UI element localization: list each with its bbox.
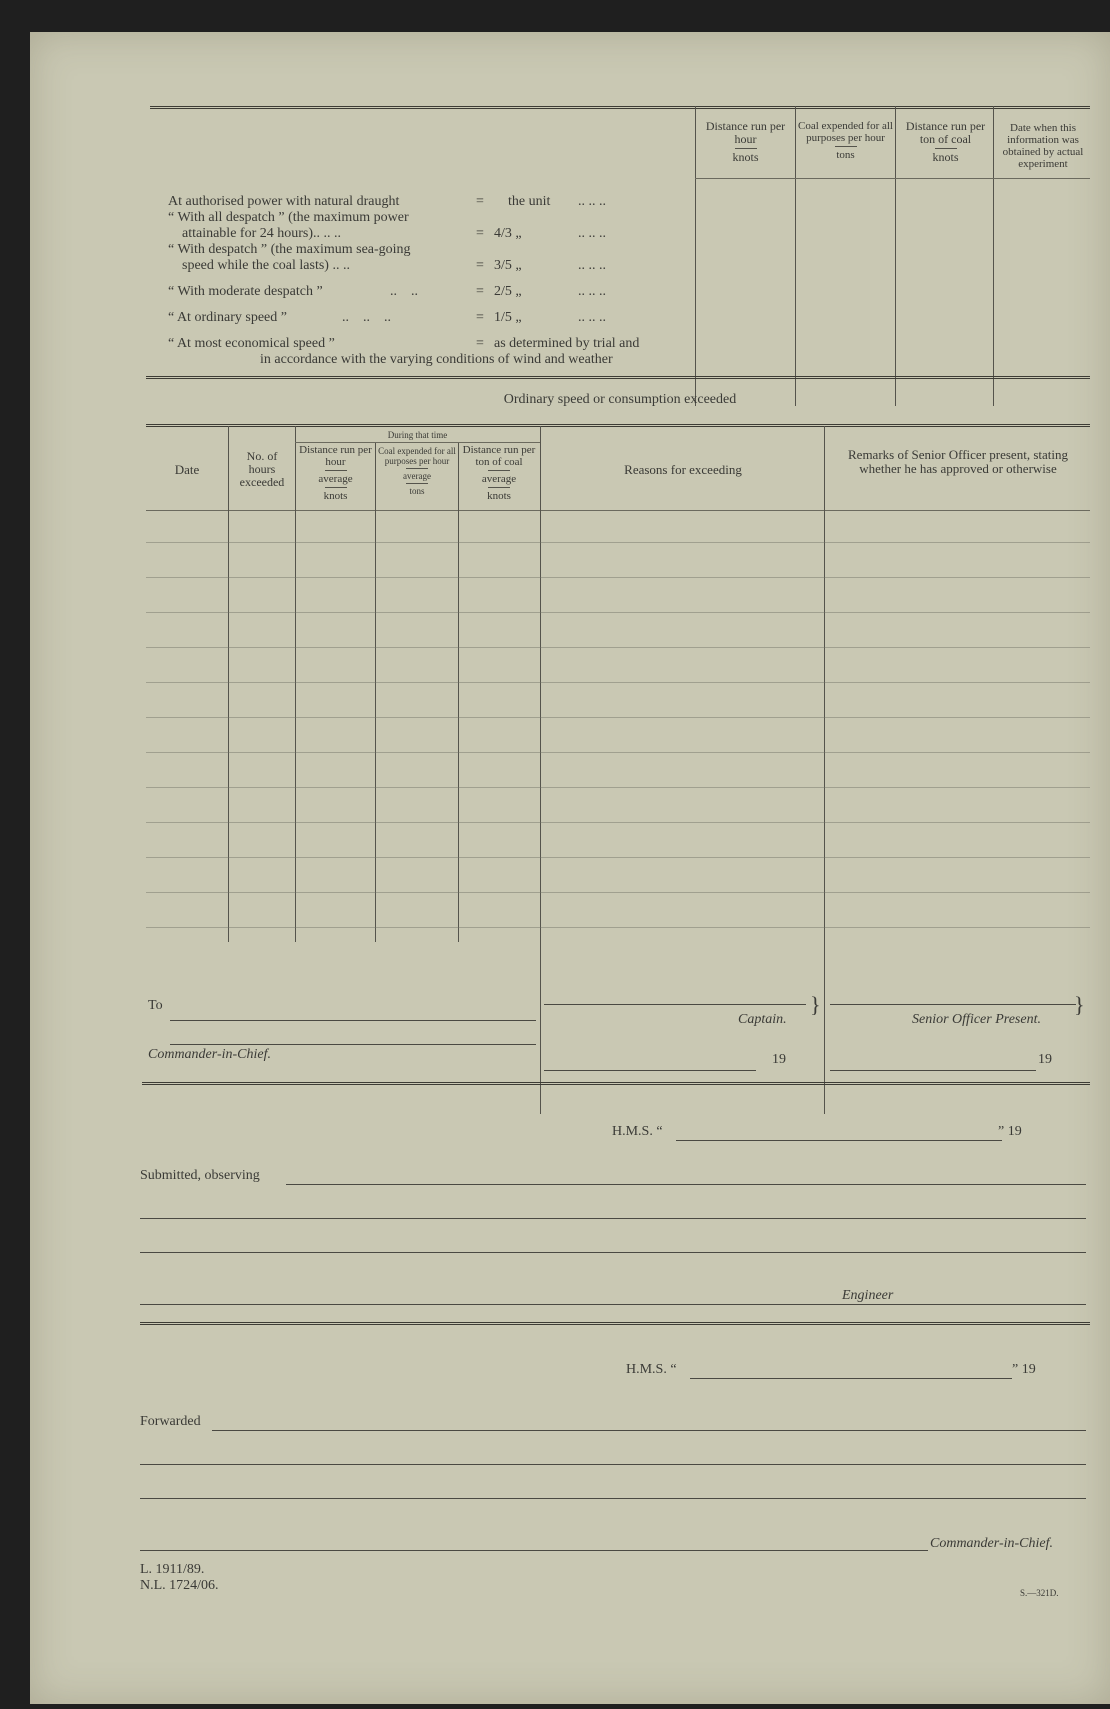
row-moderate-dots: .. .. .. xyxy=(578,284,606,299)
col-dist-hour xyxy=(298,444,373,502)
row-ordinary-dots: .. .. .. xyxy=(578,310,606,325)
commander-label: Commander-in-Chief. xyxy=(148,1047,271,1062)
row-all-despatch-label-2: attainable for 24 hours).. .. .. xyxy=(182,226,342,241)
col-date: Date xyxy=(174,462,200,477)
engineer-line xyxy=(140,1304,1086,1305)
row-moderate-dots-left: .. .. xyxy=(390,284,418,299)
row-economical-label-2: in accordance with the varying conditions of wind and weather xyxy=(260,352,613,367)
row-ordinary-value: 1/5 „ xyxy=(494,310,522,325)
captain-date-line xyxy=(544,1070,756,1071)
bt-col-divider xyxy=(540,426,541,1114)
row-moderate-value: 2/5 „ xyxy=(494,284,522,299)
top-rule xyxy=(150,106,1090,109)
to-label: To xyxy=(148,998,163,1013)
bottom-header-rule xyxy=(146,510,1090,511)
bt-col-divider xyxy=(295,426,296,942)
row-economical-eq: = xyxy=(476,336,484,351)
hms2-suffix: ” 19 xyxy=(1012,1362,1036,1377)
top-col-divider xyxy=(695,106,696,406)
ruled-line xyxy=(146,682,1090,683)
submitted-line-2 xyxy=(140,1218,1086,1219)
header-distance-per-ton xyxy=(898,120,993,164)
header-label: Distance run per ton of coal xyxy=(905,119,986,146)
header-unit: tons xyxy=(836,149,855,161)
top-col-divider xyxy=(895,106,896,406)
reference-1: L. 1911/89. xyxy=(140,1562,205,1577)
forwarded-line-2 xyxy=(140,1464,1086,1465)
ruled-line xyxy=(146,892,1090,893)
row-authorised-dots: .. .. .. xyxy=(578,194,606,209)
hms2-ship-line xyxy=(690,1378,1012,1379)
row-all-despatch-eq: = xyxy=(476,226,484,241)
captain-label: Captain. xyxy=(738,1012,787,1027)
captain-year: 19 xyxy=(772,1052,786,1067)
to-line xyxy=(170,1020,536,1021)
bt-col-divider xyxy=(375,442,376,942)
row-all-despatch-value: 4/3 „ xyxy=(494,226,522,241)
ruled-line xyxy=(146,857,1090,858)
col-remarks: Remarks of Senior Officer present, stating whether he has approved or otherwise xyxy=(848,447,1068,476)
hms1-ship-line xyxy=(676,1140,1002,1141)
senior-year: 19 xyxy=(1038,1052,1052,1067)
row-ordinary-dots-left: .. .. .. xyxy=(342,310,391,325)
col-hours: No. of hours exceeded xyxy=(239,449,285,489)
header-label: Distance run per hour xyxy=(705,119,786,146)
ruled-line xyxy=(146,717,1090,718)
senior-brace: } xyxy=(1074,992,1085,1017)
senior-date-line xyxy=(830,1070,1036,1071)
forwarded-line xyxy=(212,1430,1086,1431)
senior-line xyxy=(830,1004,1076,1005)
cinc-label: Commander-in-Chief. xyxy=(930,1536,1053,1551)
row-economical-label: “ At most economical speed ” xyxy=(168,336,335,351)
col-average: average xyxy=(481,473,517,485)
submitted-line xyxy=(286,1184,1086,1185)
row-despatch-eq: = xyxy=(476,258,484,273)
captain-brace: } xyxy=(810,992,821,1017)
hms1-prefix: H.M.S. “ xyxy=(612,1124,663,1139)
col-reasons: Reasons for exceeding xyxy=(624,462,742,477)
row-ordinary-label: “ At ordinary speed ” xyxy=(168,310,287,325)
ruled-line xyxy=(146,752,1090,753)
row-despatch-label: “ With despatch ” (the maximum sea-going xyxy=(168,242,411,257)
col-coal-hour xyxy=(378,446,456,496)
row-despatch-dots: .. .. .. xyxy=(578,258,606,273)
row-ordinary-eq: = xyxy=(476,310,484,325)
forwarded-line-3 xyxy=(140,1498,1086,1499)
row-despatch-label-2: speed while the coal lasts) .. .. xyxy=(182,258,350,273)
ruled-line xyxy=(146,542,1090,543)
row-authorised-eq: = xyxy=(476,194,484,209)
header-coal-per-hour xyxy=(798,120,893,161)
header-unit: knots xyxy=(732,150,759,164)
submitted-line-3 xyxy=(140,1252,1086,1253)
row-authorised-value: the unit xyxy=(508,194,551,209)
row-moderate-eq: = xyxy=(476,284,484,299)
ruled-line xyxy=(146,927,1090,928)
col-unit-knots: knots xyxy=(323,490,348,502)
ruled-line xyxy=(146,577,1090,578)
ruled-line xyxy=(146,612,1090,613)
reference-2: N.L. 1724/06. xyxy=(140,1578,219,1593)
col-unit-tons: tons xyxy=(409,486,425,496)
senior-label: Senior Officer Present. xyxy=(912,1012,1041,1027)
signature-bottom-rule xyxy=(142,1082,1090,1085)
col-coal-hour-label: Coal expended for all purposes per hour xyxy=(378,446,456,466)
top-table-bottom-rule xyxy=(146,376,1090,379)
row-authorised-label: At authorised power with natural draught xyxy=(168,194,400,209)
bt-col-divider xyxy=(824,426,825,1114)
row-moderate-label: “ With moderate despatch ” xyxy=(168,284,323,299)
header-unit: knots xyxy=(932,150,959,164)
header-label: Date when this information was obtained by actual experiment xyxy=(1002,122,1084,170)
top-header-rule xyxy=(695,178,1090,179)
form-number: S.—321D. xyxy=(1020,1588,1059,1598)
col-dist-ton xyxy=(460,444,538,502)
row-despatch-value: 3/5 „ xyxy=(494,258,522,273)
col-average: average xyxy=(318,473,353,485)
captain-line xyxy=(544,1004,806,1005)
ruled-line xyxy=(146,822,1090,823)
top-col-divider xyxy=(795,106,796,406)
header-label: Coal expended for all purposes per hour xyxy=(798,120,893,144)
section-title: Ordinary speed or consumption exceeded xyxy=(503,392,737,407)
form-sheet xyxy=(30,32,1110,1704)
top-col-divider xyxy=(993,106,994,406)
header-distance-per-hour xyxy=(698,120,793,164)
row-economical-value: as determined by trial and xyxy=(494,336,640,351)
bottom-table-top-rule xyxy=(146,424,1090,427)
row-all-despatch-dots: .. .. .. xyxy=(578,226,606,241)
col-unit-knots: knots xyxy=(487,490,511,502)
engineer-bottom-rule xyxy=(140,1322,1090,1325)
col-average: average xyxy=(403,471,431,481)
cinc-line xyxy=(140,1550,928,1551)
col-dist-hour-label: Distance run per hour xyxy=(299,444,372,468)
hms2-prefix: H.M.S. “ xyxy=(626,1362,677,1377)
to-line-2 xyxy=(170,1044,536,1045)
engineer-label: Engineer xyxy=(842,1288,894,1303)
bt-col-divider xyxy=(458,442,459,942)
bt-col-divider xyxy=(228,426,229,942)
ruled-line xyxy=(146,647,1090,648)
row-all-despatch-label: “ With all despatch ” (the maximum power xyxy=(168,210,409,225)
ruled-line xyxy=(146,787,1090,788)
submitted-label: Submitted, observing xyxy=(140,1168,260,1183)
hms1-suffix: ” 19 xyxy=(998,1124,1022,1139)
during-rule xyxy=(295,442,540,443)
col-during: During that time xyxy=(387,430,448,440)
header-date-experiment xyxy=(996,122,1090,170)
forwarded-label: Forwarded xyxy=(140,1414,201,1429)
col-dist-ton-label: Distance run per ton of coal xyxy=(462,444,536,468)
